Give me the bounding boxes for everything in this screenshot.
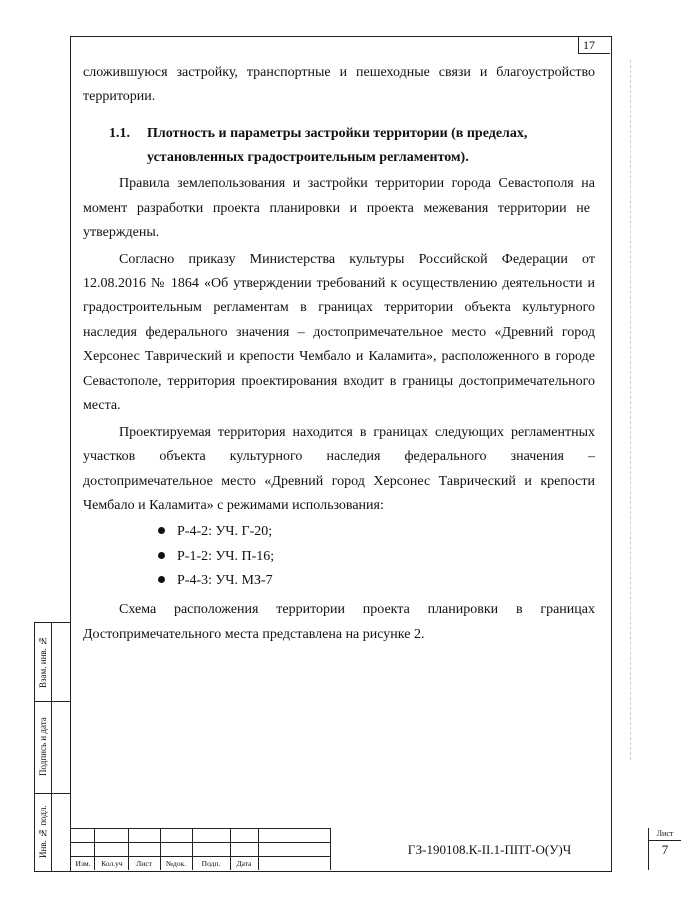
title-col-izm: Изм.: [75, 859, 91, 868]
text-line: Чембало и Каламита» с режимами использования:: [83, 498, 384, 513]
section-heading: [109, 122, 595, 146]
title-col-kol: Кол.уч: [101, 859, 123, 868]
text-line: достопримечательное место «Древний город Херсонес Таврический и крепости: [83, 474, 595, 489]
text-line: наследия федерального значения – достопримечательное место «Древний город: [83, 325, 595, 340]
text-line: утверждены.: [83, 225, 160, 240]
document-code: ГЗ-190108.К-II.1-ППТ-О(У)Ч: [330, 828, 648, 870]
bullet-list: [158, 520, 274, 594]
side-stamp: [34, 622, 71, 872]
bullet-icon: [158, 576, 165, 583]
sheet-number: 7: [661, 842, 669, 857]
heading-number: 1.1.: [109, 126, 130, 141]
text-line: территории.: [83, 89, 156, 104]
title-col-list: Лист: [136, 859, 152, 868]
text-line: 12.08.2016 № 1864 «Об утверждении требований к осуществлению деятельности и: [83, 276, 595, 291]
text-line: места.: [83, 398, 121, 413]
bullet-icon: [158, 527, 165, 534]
text-line: участков объекта культурного наследия федерального значения –: [83, 449, 595, 464]
scan-edge: [630, 60, 633, 760]
bullet-icon: [158, 552, 165, 559]
text-line: Схема расположения территории проекта планировки в границах: [119, 602, 595, 617]
title-col-ndok: №док.: [165, 859, 187, 868]
page-number-top: 17: [578, 36, 610, 54]
text-line: сложившуюся застройку, транспортные и пешеходные связи и благоустройство: [83, 65, 595, 80]
side-label-original-inv: Инв. № подл.: [38, 805, 48, 859]
list-item: Р-4-3: УЧ. МЗ-7: [158, 569, 274, 594]
side-label-signature-date: Подпись и дата: [38, 717, 48, 777]
text-line: момент разработки проекта планировки и проекта межевания территории не: [83, 201, 590, 216]
text-line: Достопримечательного места представлена на рисунке 2.: [83, 627, 425, 642]
side-label-replaced-inv: Взам. инв. №: [38, 635, 48, 689]
title-col-data: Дата: [236, 859, 252, 868]
heading-line-2: установленных градостроительным регламентом).: [147, 150, 469, 165]
text-line: Согласно приказу Министерства культуры Российской Федерации от: [119, 252, 595, 267]
list-item: Р-4-2: УЧ. Г-20;: [158, 520, 274, 545]
title-col-podp: Подп.: [201, 859, 221, 868]
text-line: Херсонес Таврический и крепости Чембало и Каламита», расположенного в городе: [83, 349, 595, 364]
list-item: Р-1-2: УЧ. П-16;: [158, 545, 274, 570]
heading-line-1: Плотность и параметры застройки территории (в пределах,: [147, 126, 528, 141]
title-block: [70, 828, 674, 870]
text-line: Проектируемая территория находится в границах следующих регламентных: [119, 425, 595, 440]
sheet-label: Лист: [649, 828, 681, 841]
text-line: Правила землепользования и застройки территории города Севастополя на: [119, 176, 595, 191]
text-line: градостроительным регламентам в границах территории объекта культурного: [83, 300, 595, 315]
sheet-box: [648, 828, 681, 870]
text-line: Севастополе, территория проектирования входит в границы достопримечательного: [83, 374, 595, 389]
